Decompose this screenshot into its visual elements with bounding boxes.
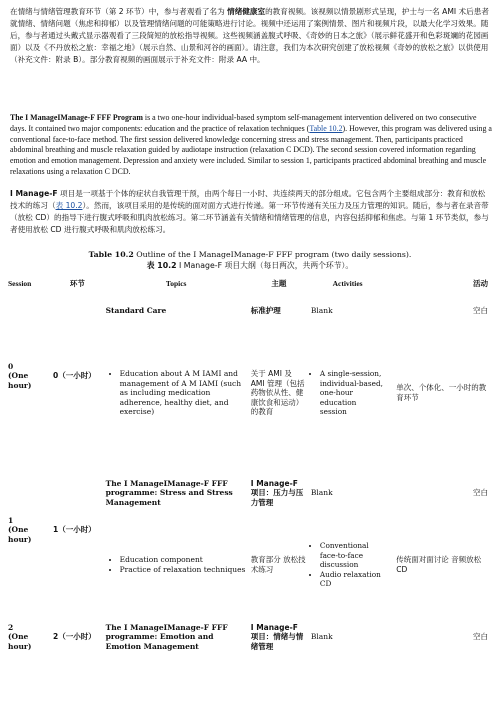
activity-education — [309, 328, 386, 458]
list-item: • Practice of relaxation techniques — [120, 565, 247, 575]
caption-label: 表 10.2 — [146, 261, 177, 270]
activity-blank: Blank — [310, 306, 333, 316]
topic-emotion-programme-cn: I Manage-F 项目：情绪与情绪管理 — [250, 622, 304, 651]
paragraph-imanage-program-cn — [10, 188, 490, 236]
topic-emotion-programme: The I ManageIManage-F FFF programme: Emotion and Emotion Management — [105, 622, 228, 651]
table-caption-en — [0, 250, 500, 260]
paragraph-text: ). However, this program was delivered using a conventional face-to-face method. The first session delivered knowledge concerning stress and stress management. Then, participants practiced abdominal breathing and muscle relaxation guided by audiotape instruction (relaxation C DCD). The second session covered information regarding emotion and emotion management. Depression and anxiety were included. Similar to session 1, participants practiced abdominal breathing and muscle relaxations using a relaxation C DCD. — [10, 123, 492, 176]
activity-blank: Blank — [310, 632, 333, 642]
table-row — [6, 458, 494, 528]
session-cell — [6, 602, 51, 672]
topic-components-cn: 教育部分 放松技术练习 — [250, 555, 306, 574]
paragraph-text: 的教育视频。该视频以情景剧形式呈现，护士与一名 AMI 术后患者就情绪、情绪问题（焦虑和抑郁）以及管理情绪问题的可能策略进行讨论。视频中还运用了案例情景、图片和视频片段，以最大化学习效果。随后，参与者通过头戴式显示器观看了三段简短的放松指导视频。这些视频涵盖腹式呼吸、《奇妙的日本之旅》（展示鲜花盛开和色彩斑斓的花园画面）以及《不丹放松之旅：幸福之地》（展示自然、山景和河谷的画面）。请注意，我们为本次研究创建了放松视频《奇妙的放松之旅》以供使用（补充文件：附录 B）。部分教育视频的画面展示于补充文件：附录 AA 中。 — [10, 7, 489, 65]
caption-text: Outline of the I ManageIManage-F FFF program (two daily sessions). — [133, 250, 412, 259]
table-caption-cn — [0, 261, 500, 271]
activity-components-cn: 传统面对面讨论 音频放松 CD — [396, 555, 482, 574]
list-item: • Education about A M IAMI and management of A M IAMI (such as including medication adherence, healthy diet, and exercise) — [120, 369, 247, 417]
session-cell — [6, 458, 51, 602]
caption-label: Table 10.2 — [88, 250, 134, 259]
header-activities-cn: 活动 — [473, 279, 488, 289]
session-duration: (One hour) — [8, 632, 32, 651]
session-cell — [6, 294, 51, 458]
list-item: • Conventional face-to-face discussion — [320, 541, 384, 570]
list-item: • A single-session, individual-based, one-hour education session — [320, 369, 384, 417]
program-outline-table — [6, 274, 494, 672]
paragraph-emotion-education — [10, 6, 490, 66]
video-title: 情绪健康室 — [227, 7, 266, 16]
session-cn: 1（一小时） — [53, 525, 96, 535]
program-name: I Manage-F — [10, 189, 58, 198]
session-duration: (One hour) — [8, 371, 32, 390]
session-cn: 2（一小时） — [53, 632, 96, 642]
topic-stress-programme: The I ManageIManage-F FFF programme: Stress and Stress Management — [105, 478, 233, 507]
program-name: The I ManageIManage-F FFF Program — [10, 113, 143, 122]
table-reference-link[interactable]: 表 10.2 — [55, 201, 83, 211]
caption-text: I Manage-F 项目大纲（每日两次，共两个环节）。 — [176, 261, 354, 270]
header-session: Session — [8, 279, 32, 289]
paragraph-text: is a two one-hour individual-based symptom self-management intervention delivered on two consecutive days. It contained two major components: education and the practice of relaxation techniques ( — [10, 113, 477, 133]
session-cn: 0（一小时） — [53, 371, 96, 381]
paragraph-text: 项目是一项基于个体的症状自我管理干预，由两个每日一小时、共连续两天的部分组成。它包含两个主要组成部分：教育和放松技术的练习（ — [10, 189, 486, 211]
topic-standard-care: Standard Care — [105, 306, 167, 316]
activity-components — [309, 528, 386, 602]
paragraph-text: ）。然而，该项目采用的是传统的面对面方式进行传递。第一环节传递有关压力及压力管理的知识。随后，参与者在录音带（放松 CD）的指导下进行腹式呼吸和肌肉放松练习。第二环节涵盖有关情绪和情绪管理的信息，内容包括抑郁和焦虑。与第 1 环节类似，参与者使用放松 CD 进行腹式呼吸和肌肉放松练习。 — [10, 201, 489, 235]
list-item: • Audio relaxation CD — [320, 570, 384, 589]
paragraph-text: 在情绪与情绪管理教育环节（第 2 环节）中，参与者观看了名为 — [10, 7, 228, 16]
activity-education-cn: 单次、个体化、一小时的教育环节 — [396, 383, 487, 402]
topic-education-cn: 关于 AMI 及 AMI 管理（包括药物依从性、健康饮食和运动）的教育 — [250, 369, 305, 417]
table-header-row — [6, 274, 494, 294]
session-duration: (One hour) — [8, 525, 32, 544]
session-number: 0 — [8, 361, 14, 371]
list-item: • Education component — [120, 555, 247, 565]
paragraph-imanage-program-en — [10, 113, 492, 178]
header-session-cn: 环节 — [69, 279, 85, 289]
table-row — [6, 294, 494, 328]
activity-blank-cn: 空白 — [473, 306, 488, 316]
activity-blank: Blank — [310, 488, 333, 498]
topic-components — [104, 528, 249, 602]
topic-stress-programme-cn: I Manage-F 项目：压力与压力管理 — [250, 478, 304, 507]
activity-blank-cn: 空白 — [473, 488, 488, 498]
session-number: 1 — [8, 515, 14, 525]
header-activities: Activities — [332, 279, 363, 289]
session-number: 2 — [8, 622, 14, 632]
table-reference-link[interactable]: Table 10.2 — [309, 123, 343, 133]
header-topics-cn: 主题 — [271, 279, 287, 289]
activity-blank-cn: 空白 — [473, 632, 488, 642]
table-row — [6, 602, 494, 672]
topic-standard-care-cn: 标准护理 — [250, 306, 281, 316]
header-topics: Topics — [165, 279, 187, 289]
topic-education — [104, 328, 249, 458]
